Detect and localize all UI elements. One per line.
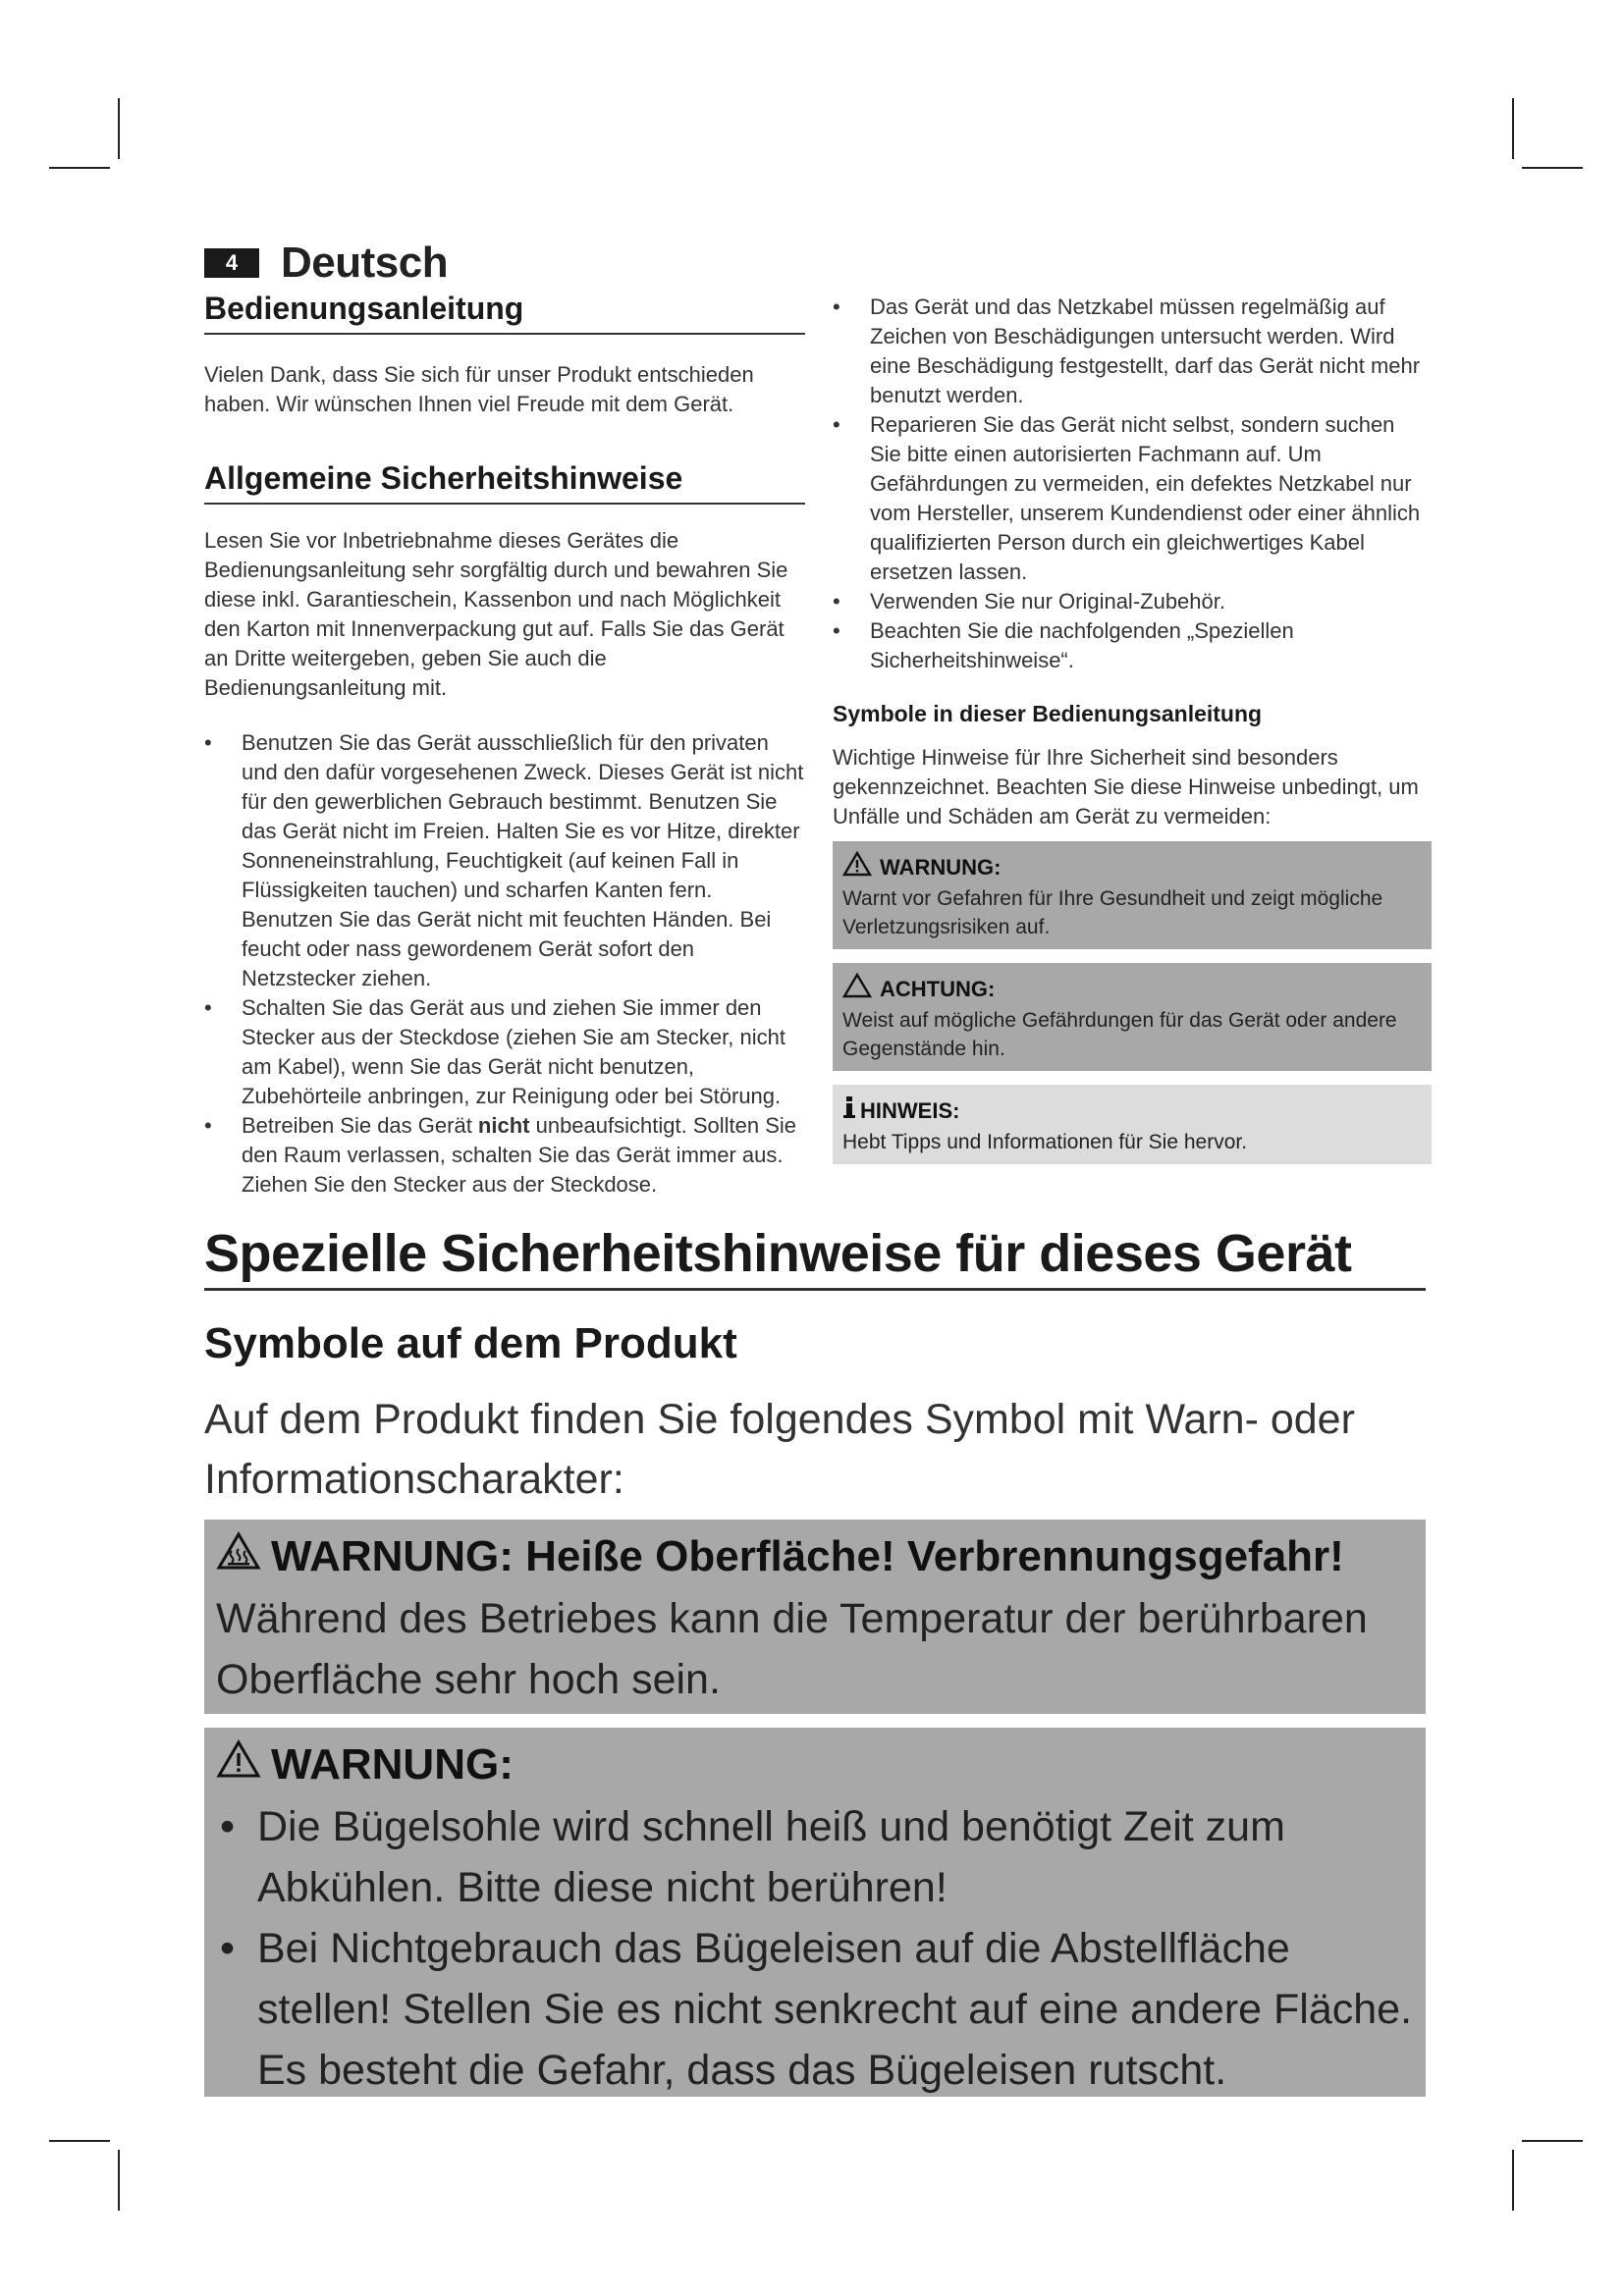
ironing-warning-box (204, 1728, 1426, 2097)
info-icon (842, 1095, 856, 1128)
manual-heading: Bedienungsanleitung (204, 291, 805, 335)
warning-label: WARNUNG: (271, 1740, 514, 1789)
page-header (204, 236, 805, 291)
crop-mark (49, 167, 110, 169)
list-item: • Das Gerät und das Netzkabel müssen regelmäßig auf Zeichen von Beschädigungen untersucht werden. Wird eine Beschädigung festgestellt, darf das Gerät nicht mehr benutzt werden. (833, 294, 1421, 407)
warning-label: WARNUNG: (880, 855, 1001, 880)
crop-mark (1512, 98, 1514, 159)
product-symbols-text: Auf dem Produkt finden Sie folgendes Symbol mit Warn- oder Informationscharakter: (204, 1396, 1355, 1503)
language-title: Deutsch (281, 239, 449, 287)
crop-mark (118, 98, 120, 159)
symbols-heading: Symbole in dieser Bedienungsanleitung (833, 701, 1263, 726)
warning-box (833, 841, 1432, 949)
note-text: Hebt Tipps und Informationen für Sie hervor. (842, 1131, 1248, 1153)
hot-warning-label: WARNUNG: Heiße Oberfläche! Verbrennungsgefahr! (271, 1532, 1344, 1580)
crop-mark (1522, 2140, 1583, 2142)
crop-mark (1512, 2150, 1514, 2211)
special-safety-title: Spezielle Sicherheitshinweise für dieses Gerät (204, 1223, 1426, 1291)
warning-list (216, 1796, 1414, 2101)
warning-triangle-icon (842, 851, 872, 884)
warning-triangle-icon (216, 1734, 261, 1796)
page-number: 4 (204, 248, 259, 278)
intro-text: Vielen Dank, dass Sie sich für unser Produkt entschieden haben. Wir wünschen Ihnen viel Freude mit dem Gerät. (204, 362, 754, 416)
list-item: • Bei Nichtgebrauch das Bügeleisen auf die Abstellfläche stellen! Stellen Sie es nicht senkrecht auf eine andere Fläche. Es besteht die Gefahr, dass das Bügeleisen rutscht. (220, 1925, 1413, 2094)
right-column (833, 293, 1432, 1164)
warning-text: Warnt vor Gefahren für Ihre Gesundheit und zeigt mögliche Verletzungsrisiken auf. (842, 887, 1383, 938)
product-symbols-heading: Symbole auf dem Produkt (204, 1319, 737, 1367)
list-item: • Verwenden Sie nur Original-Zubehör. (833, 589, 1225, 614)
symbols-intro: Wichtige Hinweise für Ihre Sicherheit sind besonders gekennzeichnet. Beachten Sie diese Hinweise unbedingt, um Unfälle und Schäden am Gerät zu vermeiden: (833, 745, 1419, 828)
safety-heading: Allgemeine Sicherheitshinweise (204, 460, 805, 505)
hot-surface-warning-box (204, 1520, 1426, 1714)
caution-triangle-icon (842, 973, 872, 1006)
list-item: • Die Bügelsohle wird schnell heiß und benötigt Zeit zum Abkühlen. Bitte diese nicht berühren! (220, 1803, 1285, 1911)
caution-label: ACHTUNG: (880, 977, 996, 1001)
caution-box (833, 963, 1432, 1071)
hot-warning-text: Während des Betriebes kann die Temperatur der berührbaren Oberfläche sehr hoch sein. (216, 1595, 1368, 1703)
left-column (204, 236, 805, 1200)
list-item: • Schalten Sie das Gerät aus und ziehen Sie immer den Stecker aus der Steckdose (ziehen Sie am Stecker, nicht am Kabel), wenn Sie das Gerät nicht benutzen, Zubehörteile anbringen, zur Reinigung oder bei Störung. (204, 995, 785, 1108)
crop-mark (118, 2150, 120, 2211)
hot-surface-icon (216, 1525, 261, 1588)
list-item: • Beachten Sie die nachfolgenden „Speziellen Sicherheitshinweise“. (833, 618, 1294, 672)
crop-mark (49, 2140, 110, 2142)
note-label: HINWEIS: (860, 1098, 960, 1123)
safety-list-continued (833, 293, 1432, 675)
safety-intro: Lesen Sie vor Inbetriebnahme dieses Gerätes die Bedienungsanleitung sehr sorgfältig durch und bewahren Sie diese inkl. Garantieschein, Kassenbon und nach Möglichkeit den Karton mit Innenverpackung gut auf. Falls Sie das Gerät an Dritte weitergeben, geben Sie auch die Bedienungsanleitung mit. (204, 528, 788, 700)
list-item: • Reparieren Sie das Gerät nicht selbst, sondern suchen Sie bitte einen autorisierten Fachmann auf. Um Gefährdungen zu vermeiden, ein defektes Netzkabel nur vom Hersteller, unserem Kundendienst oder einer ähnlich qualifizierten Person durch ein gleichwertiges Kabel ersetzen lassen. (833, 412, 1421, 584)
note-box (833, 1085, 1432, 1164)
caution-text: Weist auf mögliche Gefährdungen für das Gerät oder andere Gegenstände hin. (842, 1009, 1397, 1060)
safety-list (204, 728, 805, 1200)
crop-mark (1522, 167, 1583, 169)
list-item: • Benutzen Sie das Gerät ausschließlich für den privaten und den dafür vorgesehenen Zweck. Dieses Gerät ist nicht für den gewerblichen Gebrauch bestimmt. Benutzen Sie das Gerät nicht im Freien. Halten Sie es vor Hitze, direkter Sonneneinstrahlung, Feuchtigkeit (auf keinen Fall in Flüssigkeiten tauchen) und scharfen Kanten fern. Benutzen Sie das Gerät nicht mit feuchten Händen. Bei feucht oder nass gewordenem Gerät sofort den Netzstecker ziehen. (204, 730, 804, 990)
list-item: • Betreiben Sie das Gerät nicht unbeaufsichtigt. Sollten Sie den Raum verlassen, schalten Sie das Gerät immer aus. Ziehen Sie den Stecker aus der Steckdose. (204, 1113, 796, 1197)
